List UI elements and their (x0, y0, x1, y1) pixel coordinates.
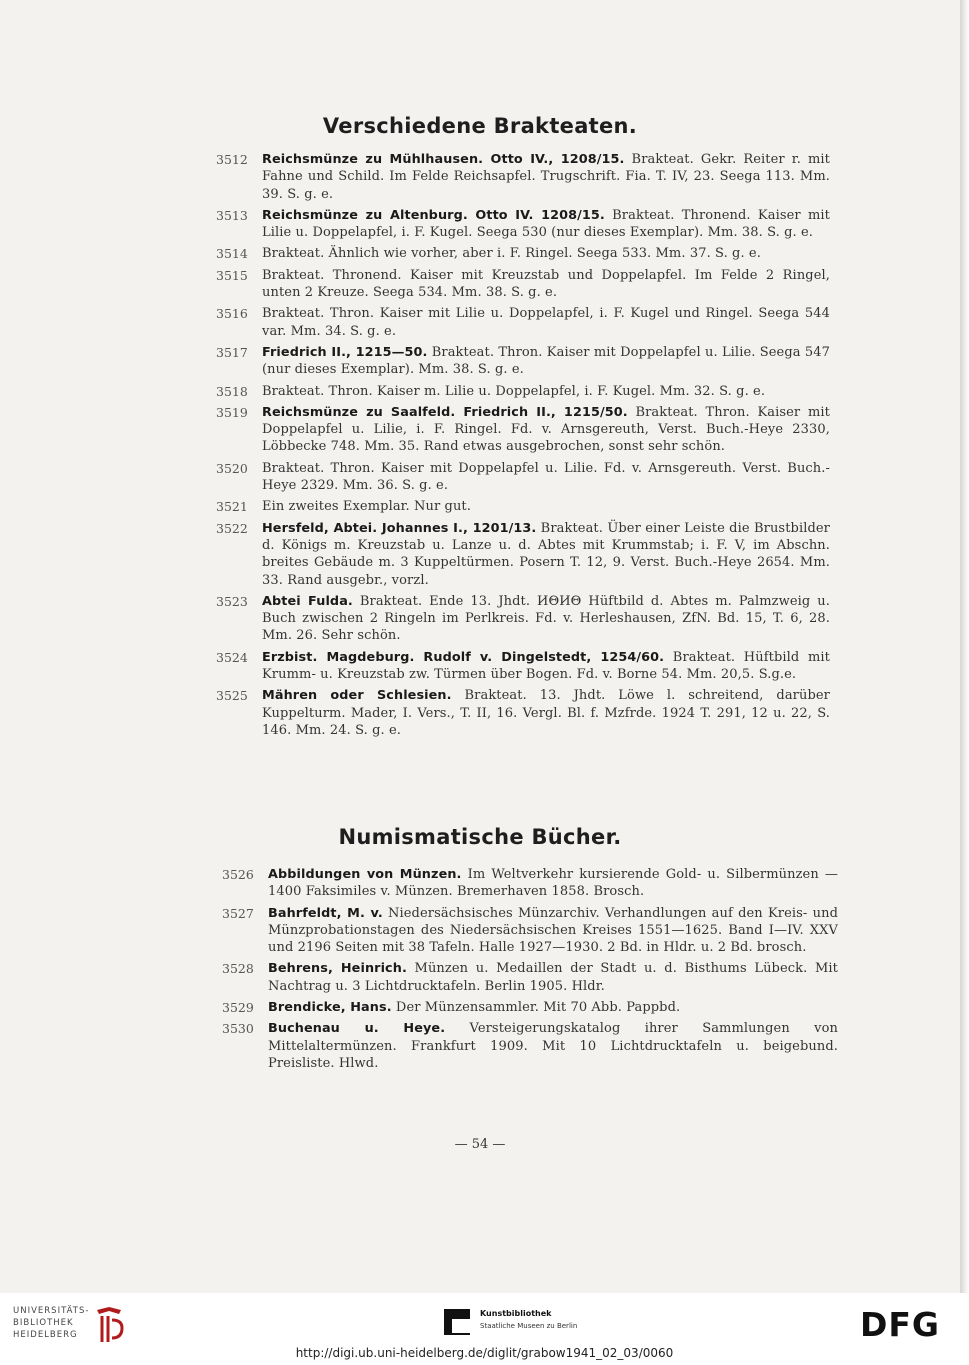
entry-number: 3528 (222, 961, 254, 977)
entry-text (262, 207, 830, 242)
entry-list-buecher (0, 866, 960, 1076)
entry-body: Brakteat. Gekr. Reiter r. mit Fahne und Schild. Im Felde Reichsapfel. Trugschrift. Fia. T. IV, 23. Seega 113. Mm. 39. S. g. e. (262, 152, 830, 202)
ub-line-3: HEIDELBERG (13, 1330, 78, 1340)
entry-text (262, 383, 830, 400)
catalog-entry (0, 498, 960, 515)
entry-number: 3512 (216, 152, 248, 167)
kunstbibliothek-name: Kunstbibliothek (480, 1309, 552, 1318)
catalog-entry (0, 593, 960, 645)
entry-body: Ein zweites Exemplar. Nur gut. (262, 499, 471, 515)
entry-number: 3517 (216, 344, 248, 360)
entry-number: 3526 (222, 867, 254, 882)
entry-lead: Brendicke, Hans. (268, 1000, 392, 1016)
entry-lead: Buchenau u. Heye. (268, 1021, 446, 1037)
catalog-entry (0, 687, 960, 739)
entry-number: 3524 (216, 649, 248, 665)
page-number: — 54 — (454, 1137, 506, 1152)
entry-text (262, 151, 830, 203)
entry-body: Brakteat. Hüftbild mit Krumm- u. Kreuzstab zw. Türmen über Bogen. Fd. v. Borne 54. Mm. 20,5. S.g.e. (262, 649, 830, 683)
ub-line-1: UNIVERSITÄTS- (13, 1306, 90, 1316)
entry-number: 3513 (216, 207, 248, 223)
entry-text (268, 1020, 838, 1072)
dfg-logo[interactable]: DFG (860, 1305, 941, 1344)
entry-number: 3519 (216, 404, 248, 420)
entry-body: Brakteat. Thron. Kaiser mit Doppelapfel u. Lilie. Seega 547 (nur dieses Exemplar). Mm. 38. S. g. e. (262, 344, 830, 378)
entry-body: Brakteat. Ende 13. Jhdt. ИΘИΘ Hüftbild d. Abtes m. Palmzweig u. Buch zwischen 2 Ringeln im Perlkreis. Fd. v. Herleshausen, ZfN. Bd. 15, T. 6, 28. Mm. 26. Sehr schön. (262, 593, 830, 644)
entry-body: Brakteat. Ähnlich wie vorher, aber i. F. Ringel. Seega 533. Mm. 37. S. g. e. (262, 246, 761, 262)
kunstbibliothek-mark-cutout (452, 1319, 470, 1333)
kunstbibliothek-logo[interactable] (444, 1307, 604, 1337)
entry-text (262, 267, 830, 302)
entry-lead: Reichsmünze zu Altenburg. Otto IV. 1208/15. (262, 207, 605, 223)
entry-number: 3516 (216, 306, 248, 322)
entry-lead: Abbildungen von Münzen. (268, 867, 462, 882)
entry-number: 3520 (216, 460, 248, 476)
entry-number: 3527 (222, 905, 254, 921)
entry-number: 3530 (222, 1021, 254, 1037)
entry-body: Brakteat. Über einer Leiste die Brustbilder d. Königs m. Kreuzstab u. Lanze u. d. Abtes mit Krummstab; i. F. V, im Abschn. breites Gebäude m. 3 Kuppeltürmen. Posern T. 12, 9. Verst. Buch.-Heye 2654. Mm. 33. Rand ausgebr., vorzl. (262, 520, 830, 588)
catalog-entry (0, 404, 960, 456)
catalog-entry (0, 960, 960, 995)
entry-body: Brakteat. Thron. Kaiser mit Lilie u. Doppelapfel, i. F. Kugel und Ringel. Seega 544 var. Mm. 34. S. g. e. (262, 306, 830, 339)
entry-text (268, 905, 838, 957)
entry-number: 3522 (216, 520, 248, 536)
entry-body: Versteigerungskatalog ihrer Sammlungen von Mittelaltermünzen. Frankfurt 1909. Mit 10 Lichtdrucktafeln u. beigebund. Preisliste. Hlwd. (268, 1021, 838, 1071)
entry-body: Brakteat. Thron. Kaiser mit Doppelapfel u. Lilie. Fd. v. Arnsgereuth. Verst. Buch.-Heye 2329. Mm. 36. S. g. e. (262, 460, 830, 494)
catalog-entry (0, 207, 960, 242)
entry-number: 3521 (216, 499, 248, 515)
catalog-entry (0, 866, 960, 901)
entry-text (268, 866, 838, 901)
entry-lead: Bahrfeldt, M. v. (268, 905, 383, 921)
entry-lead: Friedrich II., 1215—50. (262, 344, 428, 360)
entry-lead: Behrens, Heinrich. (268, 961, 407, 977)
entry-number: 3525 (216, 688, 248, 704)
entry-lead: Mähren oder Schlesien. (262, 688, 452, 704)
entry-lead: Hersfeld, Abtei. Johannes I., 1201/13. (262, 520, 537, 536)
catalog-entry (0, 905, 960, 957)
entry-text (262, 649, 830, 684)
catalog-entry (0, 520, 960, 589)
entry-number: 3515 (216, 267, 248, 283)
entry-text (262, 520, 830, 589)
catalog-entry (0, 245, 960, 262)
entry-body: Brakteat. Thron. Kaiser m. Lilie u. Doppelapfel, i. F. Kugel. Mm. 32. S. g. e. (262, 383, 766, 399)
entry-text (262, 460, 830, 495)
entry-body: Brakteat. Thronend. Kaiser mit Kreuzstab und Doppelapfel. Im Felde 2 Ringel, unten 2 Kreuze. Seega 534. Mm. 38. S. g. e. (262, 267, 830, 301)
entry-lead: Abtei Fulda. (262, 593, 353, 609)
entry-text (262, 245, 830, 262)
entry-text (262, 404, 830, 456)
entry-list-brakteaten (0, 151, 960, 743)
section-title-brakteaten: Verschiedene Brakteaten. (322, 114, 638, 138)
entry-text (262, 305, 830, 340)
entry-body: Brakteat. 13. Jhdt. Löwe l. schreitend, darüber Kuppelturm. Mader, I. Vers., T. II, 16. Vergl. Bl. f. Mzfrde. 1924 T. 291, 12 u. 22, S. 146. Mm. 24. S. g. e. (262, 688, 830, 738)
entry-number: 3523 (216, 593, 248, 609)
source-url-link[interactable]: http://digi.ub.uni-heidelberg.de/diglit/grabow1941_02_03/0060 (295, 1346, 674, 1360)
entry-body: Münzen u. Medaillen der Stadt u. d. Bisthums Lübeck. Mit Nachtrag u. 3 Lichtdrucktafeln. Berlin 1905. Hldr. (268, 961, 838, 994)
entry-text (262, 498, 830, 515)
entry-text (268, 999, 838, 1016)
entry-body: Brakteat. Thronend. Kaiser mit Lilie u. Doppelapfel, i. F. Kugel. Seega 530 (nur dieses Exemplar). Mm. 38. S. g. e. (262, 207, 831, 241)
entry-number: 3514 (216, 246, 248, 262)
entry-body: Im Weltverkehr kursierende Gold- u. Silbermünzen — 1400 Faksimiles v. Münzen. Bremerhaven 1858. Brosch. (268, 867, 838, 900)
page-edge-shadow (960, 0, 969, 1293)
catalog-entry (0, 344, 960, 379)
entry-text (268, 960, 838, 995)
entry-body: Der Münzensammler. Mit 70 Abb. Pappbd. (391, 1000, 681, 1016)
section-title-buecher: Numismatische Bücher. (338, 825, 622, 849)
entry-text (262, 593, 830, 645)
entry-text (262, 687, 830, 739)
catalog-entry (0, 151, 960, 203)
entry-number: 3529 (222, 1000, 254, 1016)
ub-heidelberg-logo[interactable] (13, 1306, 123, 1342)
catalog-entry (0, 267, 960, 302)
entry-lead: Reichsmünze zu Mühlhausen. Otto IV., 1208/15. (262, 152, 625, 167)
kunstbibliothek-subtitle: Staatliche Museen zu Berlin (480, 1322, 578, 1330)
entry-body: Niedersächsisches Münzarchiv. Verhandlungen auf den Kreis- und Münzprobationstagen des Niedersächsischen Kreises 1551—1625. Band I—IV. XXV und 2196 Seiten mit 38 Tafeln. Halle 1927—1930. 2 Bd. in Hldr. u. 2 Bd. brosch. (268, 905, 838, 956)
ub-line-2: BIBLIOTHEK (13, 1318, 74, 1328)
catalog-entry (0, 999, 960, 1016)
entry-number: 3518 (216, 383, 248, 399)
footer-bar (0, 1293, 969, 1365)
entry-lead: Erzbist. Magdeburg. Rudolf v. Dingelstedt, 1254/60. (262, 649, 665, 665)
catalog-entry (0, 460, 960, 495)
entry-body: Brakteat. Thron. Kaiser mit Doppelapfel u. Lilie, i. F. Ringel. Fd. v. Arnsgereuth, Verst. Buch.-Heye 2330, Löbbecke 748. Mm. 35. Rand etwas ausgebrochen, sonst sehr schön. (262, 404, 830, 455)
entry-text (262, 344, 830, 379)
catalog-entry (0, 305, 960, 340)
entry-lead: Reichsmünze zu Saalfeld. Friedrich II., 1215/50. (262, 404, 628, 420)
catalog-entry (0, 383, 960, 400)
catalog-entry (0, 1020, 960, 1072)
catalog-entry (0, 649, 960, 684)
ub-heidelberg-mark-icon (93, 1306, 125, 1344)
